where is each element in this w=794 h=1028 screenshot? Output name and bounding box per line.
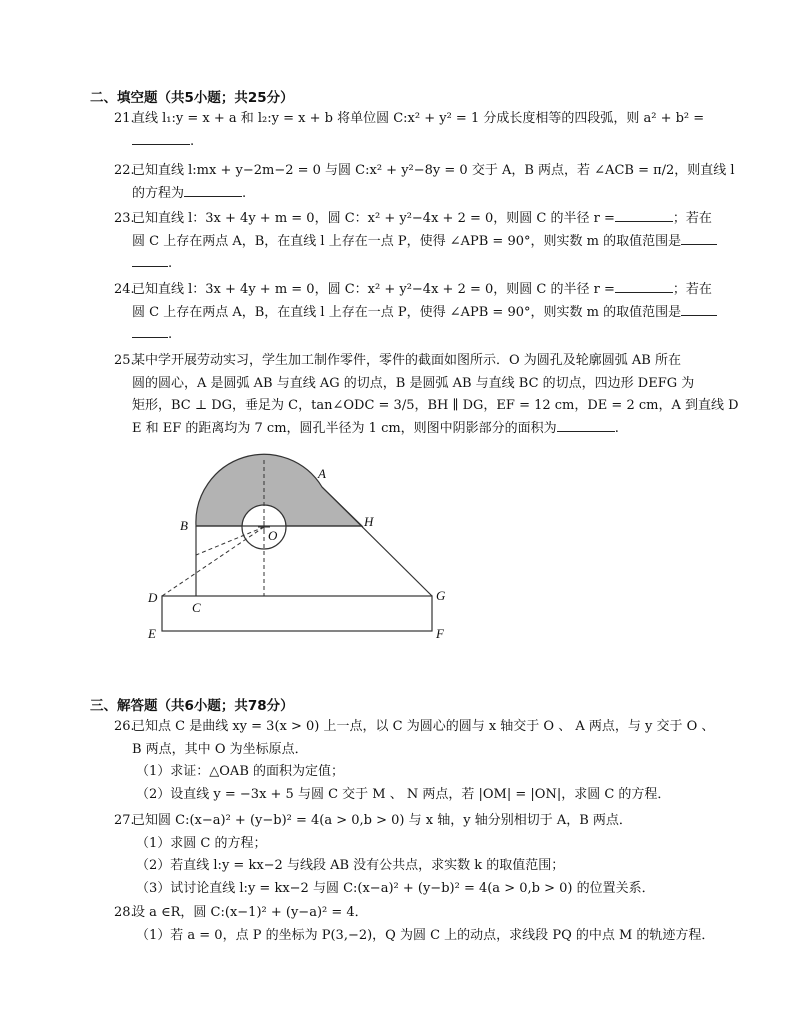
question-text: 圆 C 上存在两点 A，B，在直线 l 上存在一点 P，使得 ∠APB = 90°，则实数 m 的取值范围是 [132,233,682,249]
question-text: . [614,420,619,436]
question-text: E 和 EF 的距离均为 7 cm，圆孔半径为 1 cm，则图中阴影部分的面积为 [132,420,557,436]
answer-blank[interactable] [132,132,190,145]
label-h: H [364,514,374,529]
question-text: 设 a ∈R，圆 C:(x−1)² + (y−a)² = 4． [132,905,368,920]
rectangle-defg [162,596,432,631]
answer-blank[interactable] [132,254,168,267]
sub-question: （1）求证：△OAB 的面积为定值； [136,764,345,779]
sub-question: （2）若直线 l:y = kx−2 与线段 AB 没有公共点，求实数 k 的取值范围； [136,858,565,873]
question-text: ；若在 [672,211,712,226]
question-text: B 两点，其中 O 为坐标原点． [132,741,308,757]
answer-blank[interactable] [132,325,168,338]
question-text: 某中学开展劳动实习，学生加工制作零件，零件的截面如图所示．O 为圆孔及轮廓圆弧 AB 所在 [132,353,681,368]
question-28 [114,902,714,947]
question-text: . [190,133,195,149]
geometry-figure [140,440,460,650]
question-text: 直线 l₁:y = x + a 和 l₂:y = x + b 将单位圆 C:x² + y² = 1 分成长度相等的四段弧，则 a² + b² = [132,111,705,126]
question-text: . [168,327,173,342]
answer-blank[interactable] [184,184,242,197]
question-27 [114,810,714,900]
question-text: . [168,256,173,271]
question-number: 26. [114,719,135,734]
sub-question: （1）求圆 C 的方程； [136,835,267,851]
answer-blank[interactable] [615,209,673,222]
question-text: 已知直线 l:mx + y−2m−2 = 0 与圆 C:x² + y²−8y = 0 交于 A，B 两点，若 ∠ACB = π/2，则直线 l [132,163,735,178]
answer-blank[interactable] [615,280,673,293]
question-24 [114,279,714,347]
question-26 [114,716,714,806]
label-b: B [180,518,188,533]
question-text: 已知圆 C:(x−a)² + (y−b)² = 4(a > 0,b > 0) 与 x 轴，y 轴分别相切于 A，B 两点． [132,813,632,828]
sub-question: （2）设直线 y = −3x + 5 与圆 C 交于 M 、 N 两点，若 |OM| = |ON|，求圆 C 的方程． [136,786,671,802]
answer-blank[interactable] [681,232,717,245]
answer-blank[interactable] [557,419,615,432]
label-d: D [148,590,158,605]
question-number: 28. [114,905,135,920]
question-text: 圆的圆心，A 是圆弧 AB 与直线 AG 的切点，B 是圆弧 AB 与直线 BC 的切点，四边形 DEFG 为 [132,375,695,391]
question-text: 已知点 C 是曲线 xy = 3(x > 0) 上一点，以 C 为圆心的圆与 x 轴交于 O 、 A 两点，与 y 交于 O 、 [132,719,715,734]
question-text: 已知直线 l：3x + 4y + m = 0，圆 C：x² + y²−4x + 2 = 0，则圆 C 的半径 r = [132,282,615,297]
question-22 [114,160,735,205]
sub-question: （1）若 a = 0，点 P 的坐标为 P(3,−2)，Q 为圆 C 上的动点，求线段 PQ 的中点 M 的轨迹方程． [136,927,715,943]
question-number: 25. [114,353,135,368]
question-23 [114,208,714,276]
label-e: E [148,626,156,641]
question-text: ；若在 [672,282,712,297]
answer-blank[interactable] [681,303,717,316]
question-text: 已知直线 l：3x + 4y + m = 0，圆 C：x² + y²−4x + 2 = 0，则圆 C 的半径 r = [132,211,615,226]
question-text: . [242,185,247,201]
label-f: F [436,626,444,641]
question-number: 21. [114,111,135,126]
question-number: 23. [114,211,135,226]
question-21 [114,108,714,153]
section-2-title: 二、填空题（共5小题；共25分） [90,90,294,106]
label-a: A [318,466,326,481]
label-o: O [268,528,278,543]
question-25 [114,350,739,440]
section-3-title: 三、解答题（共6小题；共78分） [90,698,294,714]
question-number: 27. [114,813,135,828]
question-number: 24. [114,282,135,297]
line-ag [322,487,432,596]
question-text: 矩形，BC ⊥ DG，垂足为 C，tan∠ODC = 3/5，BH ∥ DG，EF = 12 cm，DE = 2 cm，A 到直线 D [132,398,739,413]
label-c: C [192,600,201,615]
sub-question: （3）试讨论直线 l:y = kx−2 与圆 C:(x−a)² + (y−b)² = 4(a > 0,b > 0) 的位置关系． [136,880,655,896]
question-number: 22. [114,163,135,178]
question-text: 圆 C 上存在两点 A，B，在直线 l 上存在一点 P，使得 ∠APB = 90°，则实数 m 的取值范围是 [132,304,682,320]
label-g: G [436,588,446,603]
question-text: 的方程为 [132,185,185,201]
